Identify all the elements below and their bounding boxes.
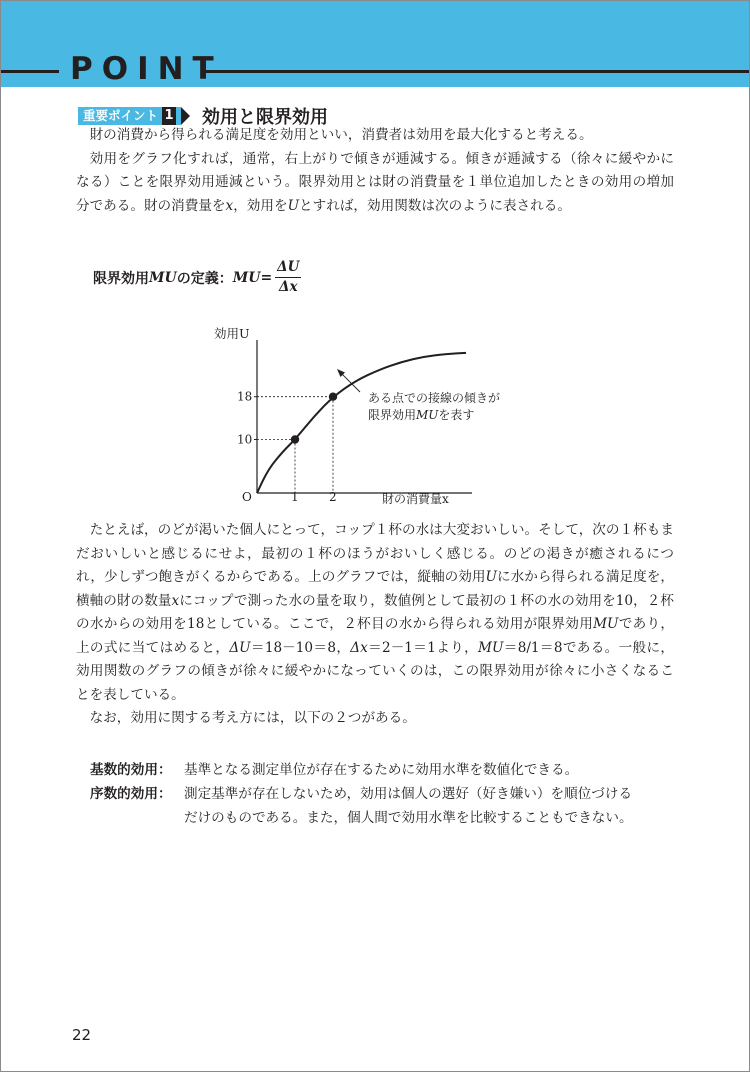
body-p1-e: ＝18－10＝8， [250,639,351,656]
definition-list [90,758,634,830]
intro-paragraph-2 [76,148,674,219]
section-tag [78,107,181,125]
intro-p1-a: 財の消費から得られる満足度を効用 [89,127,308,143]
formula-denominator: Δx [279,279,298,295]
y-tick-label: 10 [237,432,253,447]
intro-p1-b: といい， [307,127,362,143]
definition-desc: 基準となる測定単位が存在するために効用水準を数値化できる。 [184,762,579,778]
intro-p2-u: U [287,197,300,214]
body-p1-d: であり，上の式に当てはめると， [76,616,674,656]
data-point [329,393,337,401]
page-number: 22 [72,1026,92,1044]
intro-text [76,124,674,218]
section-tag-label: 重要ポイント [83,108,159,123]
mu-formula [93,258,301,297]
body-p1-f: ＝2－1＝1より， [367,639,479,656]
intro-p2-d: とすれば，効用関数は次のように表される。 [299,197,571,214]
body-p1-c: にコップで測った水の量を取り，数値例として最初の１杯の水の効用を10，２杯の水からの効用を18としている。ここで，２杯目の水から得られる効用が限界効用 [76,592,675,632]
x-tick-label: 1 [291,490,299,504]
annotation-line-2-b: MU [416,408,439,422]
intro-p2-a: 効用 [89,150,118,167]
section-title: 効用と限界効用 [202,107,329,128]
utility-chart [200,320,500,515]
origin-label: O [242,490,252,504]
definition-desc: 測定基準が存在しないため，効用は個人の選好（好き嫌い）を順位づけるだけのものである。また，個人間で効用水準を比較することもできない。 [184,786,633,826]
body-p1-a: たとえば，のどが渇いた個人にとって，コップ１杯の水は大変おいしい。そして，次の１杯もまだおいしいと感じるにせよ，最初の１杯のほうがおいしく感じる。のどの渇きが癒されるにつれ，少しずつ飽きがくるからである。上のグラフでは，縦軸の効用 [76,522,674,585]
formula-label-mu: MU [149,269,177,286]
annotation-line-1: ある点での接線の傾きが [368,391,500,405]
body-p1-mu2: MU [478,639,504,656]
x-axis-label: 財の消費量x [382,492,449,506]
body-p1-x: x [171,592,180,609]
intro-p2-c: ，効用を [233,197,288,214]
header-rule-right [202,70,749,73]
x-tick-label: 2 [329,490,337,504]
y-axis-label [214,326,250,341]
body-paragraph-2: なお，効用に関する考え方には，以下の２つがある。 [89,710,416,726]
point-title: POINT [70,51,223,87]
body-paragraph-1 [76,519,674,707]
y-tick-label: 18 [237,389,253,404]
intro-p2-x: x [225,197,234,214]
annotation-line-2-a: 限界効用 [368,408,417,422]
formula-eq: = [260,269,273,286]
body-text [76,519,674,731]
body-p1-du: ΔU [229,639,251,656]
utility-curve [257,353,466,493]
data-point [291,435,299,443]
definition-ordinal [90,782,634,830]
arrow-right-icon [181,107,190,125]
intro-p2-b: をグラフ化すれば，通常，右上がりで傾きが逓減する。傾きが逓減する（徐々に緩やかになる）ことを限界効用逓減という。限界効用とは財の消費量を１単位追加したときの効用の増加分である。財の消費量を [76,150,675,214]
body-p1-mu: MU [593,616,619,632]
definition-cardinal [90,758,634,782]
section-number: 1 [162,107,176,125]
body-p1-u: U [485,569,497,585]
chart-marks [237,353,466,504]
annotation-line-2-c: を表す [438,408,475,422]
intro-p1-d: と考える。 [524,127,593,143]
formula-numerator: ΔU [275,258,301,278]
intro-paragraph-1 [76,124,674,148]
formula-label: 限界効用 [93,270,149,287]
header-rule-left [1,70,59,73]
formula-fraction [275,258,301,297]
body-p1-g: ＝8/1＝8である。一般に，効用関数のグラフの傾きが徐々に緩やかになっていくのは，この限界効用が徐々に小さくなることを表している。 [76,639,675,703]
definition-term: 基数的効用： [90,762,172,778]
y-axis-label-text: 効用U [214,326,250,341]
formula-lhs: MU [232,269,261,286]
formula-label-tail: の定義： [176,270,233,287]
annotation-line-2 [368,407,474,422]
body-p1-dx: Δx [350,639,368,656]
body-p1-b: に水から得られる満足度を，横軸の財の数量 [76,569,674,609]
intro-p1-c: 消費者は効用を最大化する [361,127,525,143]
definition-term: 序数的効用： [90,786,172,802]
